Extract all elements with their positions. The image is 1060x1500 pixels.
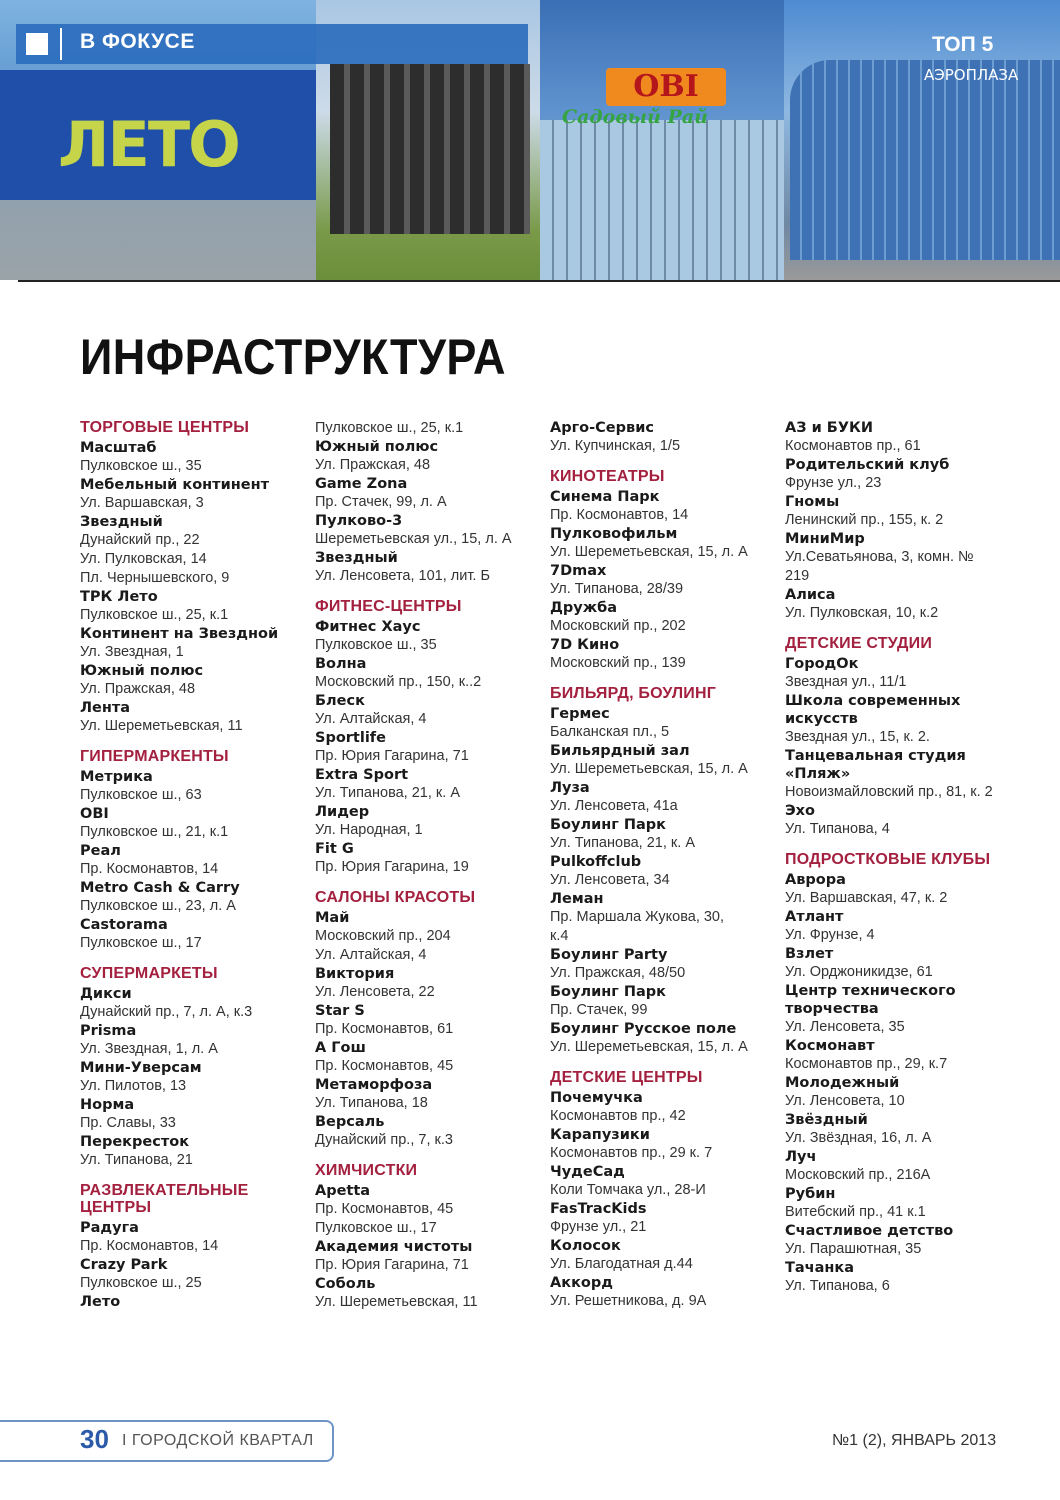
venue-name: Рубин xyxy=(785,1186,836,1202)
venue-name: OBI xyxy=(80,806,109,822)
issue-info: №1 (2), ЯНВАРЬ 2013 xyxy=(832,1432,997,1449)
venue-address: Ул. Ленсовета, 35 xyxy=(785,1019,905,1035)
column-3 xyxy=(550,419,782,1311)
section-heading: ФИТНЕС-ЦЕНТРЫ xyxy=(315,598,462,615)
list-item xyxy=(785,530,1017,586)
list-item xyxy=(80,842,312,879)
venue-address: Пр. Юрия Гагарина, 19 xyxy=(315,859,469,875)
list-item xyxy=(785,1111,1017,1148)
venue-address: Пр. Юрия Гагарина, 71 xyxy=(315,748,469,764)
list-item xyxy=(550,562,782,599)
section-heading: ГИПЕРМАРКЕНТЫ xyxy=(80,748,229,765)
venue-name: Академия чистоты xyxy=(315,1239,473,1255)
venue-name: Карапузики xyxy=(550,1127,650,1143)
venue-address: Пр. Стачек, 99 xyxy=(550,1002,648,1018)
venue-address: Витебский пр., 41 к.1 xyxy=(785,1204,926,1220)
venue-name: Волна xyxy=(315,656,367,672)
venue-name: Масштаб xyxy=(80,440,157,456)
photo-obi-store: OBI Садовый Рай xyxy=(540,0,784,280)
venue-address: Ул. Орджоникидзе, 61 xyxy=(785,964,933,980)
section-heading: ХИМЧИСТКИ xyxy=(315,1162,418,1179)
list-item xyxy=(80,1293,312,1311)
venue-name: Звездный xyxy=(80,514,163,530)
venue-address: Ул. Типанова, 28/39 xyxy=(550,581,684,597)
venue-address: Московский пр., 204 Ул. Алтайская, 4 xyxy=(315,928,451,963)
venue-name: Алиса xyxy=(785,587,836,603)
page-number: 30 xyxy=(80,1424,109,1454)
venue-name: Южный полюс xyxy=(80,663,204,679)
section-heading: ПОДРОСТКОВЫЕ КЛУБЫ xyxy=(785,851,991,868)
venue-name: Версаль xyxy=(315,1114,385,1130)
list-item xyxy=(315,618,547,655)
venue-address: Ленинский пр., 155, к. 2 xyxy=(785,512,944,528)
list-item xyxy=(785,1222,1017,1259)
venue-name: Южный полюс xyxy=(315,439,439,455)
venue-name: Пулково-3 xyxy=(315,513,403,529)
list-item xyxy=(315,1113,547,1150)
venue-address: Ул. Решетникова, д. 9А xyxy=(550,1293,707,1309)
list-item xyxy=(80,476,312,513)
list-item xyxy=(785,982,1017,1037)
photo-aeroplaza: АЭРОПЛАЗА xyxy=(784,0,1060,280)
header-rule xyxy=(18,280,1060,282)
venue-address: Ул. Алтайская, 4 xyxy=(315,711,427,727)
list-item xyxy=(550,742,782,779)
venue-address: Звездная ул., 11/1 xyxy=(785,674,907,690)
list-item xyxy=(315,438,547,475)
venue-address: Ул. Звездная, 1, л. А xyxy=(80,1041,218,1057)
list-item xyxy=(785,655,1017,692)
venue-name: Метрика xyxy=(80,769,153,785)
venue-name: Школа современных искусств xyxy=(785,693,961,727)
venue-address: Пр. Маршала Жукова, 30, к.4 xyxy=(550,909,725,944)
venue-name: Виктория xyxy=(315,966,395,982)
venue-address: Пр. Космонавтов, 14 xyxy=(80,861,219,877)
list-item xyxy=(80,513,312,588)
list-item xyxy=(550,890,782,946)
list-item xyxy=(80,662,312,699)
venue-name: Звёздный xyxy=(785,1112,868,1128)
magazine-name: I ГОРОДСКОЙ КВАРТАЛ xyxy=(122,1432,314,1449)
venue-name: Мини-Уверсам xyxy=(80,1060,202,1076)
list-item xyxy=(785,747,1017,802)
section-label: В ФОКУСЕ xyxy=(80,30,195,53)
section-heading: КИНОТЕАТРЫ xyxy=(550,468,665,485)
list-item xyxy=(550,946,782,983)
venue-name: А Гош xyxy=(315,1040,366,1056)
venue-address: Ул. Типанова, 18 xyxy=(315,1095,428,1111)
venue-address: Ул. Народная, 1 xyxy=(315,822,423,838)
list-item xyxy=(80,768,312,805)
venue-address: Московский пр., 139 xyxy=(550,655,686,671)
venue-address: Звездная ул., 15, к. 2. xyxy=(785,729,930,745)
venue-name: Перекресток xyxy=(80,1134,190,1150)
venue-address: Новоизмайловский пр., 81, к. 2 xyxy=(785,784,993,800)
venue-name: Счастливое детство xyxy=(785,1223,954,1239)
list-item xyxy=(80,1096,312,1133)
list-item xyxy=(315,766,547,803)
venue-name: ТРК Лето xyxy=(80,589,158,605)
venue-address: Пулковское ш., 35 xyxy=(315,637,437,653)
venue-name: Родительский клуб xyxy=(785,457,950,473)
list-item xyxy=(315,1002,547,1039)
venue-name: Арго-Сервис xyxy=(550,420,654,436)
venue-address: Ул. Звездная, 1 xyxy=(80,644,184,660)
venue-name: ГородОк xyxy=(785,656,859,672)
venue-name: Метаморфоза xyxy=(315,1077,433,1093)
venue-address: Московский пр., 150, к..2 xyxy=(315,674,482,690)
venue-name: Почемучка xyxy=(550,1090,643,1106)
venue-address: Пулковское ш., 25, к.1 xyxy=(80,607,229,623)
venue-name: Metro Cash & Carry xyxy=(80,880,240,896)
list-item xyxy=(80,1219,312,1256)
venue-address: Ул. Варшавская, 3 xyxy=(80,495,204,511)
list-item xyxy=(315,1182,547,1238)
list-item xyxy=(550,636,782,673)
list-item xyxy=(315,1238,547,1275)
venue-name: Crazy Park xyxy=(80,1257,168,1273)
venue-address: Московский пр., 202 xyxy=(550,618,686,634)
venue-address: Ул. Шереметьевская, 15, л. А xyxy=(550,544,748,560)
venue-name: Леман xyxy=(550,891,604,907)
venue-name: Дружба xyxy=(550,600,618,616)
list-item xyxy=(785,692,1017,747)
venue-address: Ул. Пулковская, 10, к.2 xyxy=(785,605,939,621)
venue-name: Май xyxy=(315,910,350,926)
venue-name: Континент на Звездной xyxy=(80,626,279,642)
list-item xyxy=(315,655,547,692)
venue-name: Луза xyxy=(550,780,590,796)
list-item xyxy=(550,853,782,890)
venue-address: Пулковское ш., 63 xyxy=(80,787,202,803)
list-item xyxy=(785,1037,1017,1074)
venue-name: Звездный xyxy=(315,550,398,566)
venue-address: Пр. Космонавтов, 14 xyxy=(550,507,689,523)
section-heading: БИЛЬЯРД, БОУЛИНГ xyxy=(550,685,717,702)
list-item xyxy=(315,419,547,438)
list-item xyxy=(785,871,1017,908)
venue-address: Ул. Пилотов, 13 xyxy=(80,1078,187,1094)
venue-name: Star S xyxy=(315,1003,365,1019)
list-item xyxy=(550,1274,782,1311)
venue-name: FasTracKids xyxy=(550,1201,647,1217)
venue-address: Космонавтов пр., 61 xyxy=(785,438,921,454)
venue-address: Фрунзе ул., 21 xyxy=(550,1219,647,1235)
venue-name: Боулинг Party xyxy=(550,947,668,963)
list-item xyxy=(785,802,1017,839)
list-item xyxy=(550,1126,782,1163)
venue-address: Ул. Ленсовета, 101, лит. Б xyxy=(315,568,490,584)
section-banner xyxy=(16,24,528,64)
venue-address: Пр. Стачек, 99, л. А xyxy=(315,494,447,510)
venue-name: Боулинг Парк xyxy=(550,984,667,1000)
venue-name: Apetta xyxy=(315,1183,371,1199)
column-2 xyxy=(315,419,547,1312)
list-item xyxy=(315,729,547,766)
venue-name: Взлет xyxy=(785,946,834,962)
list-item xyxy=(785,1148,1017,1185)
list-item xyxy=(785,945,1017,982)
venue-name: АЗ и БУКИ xyxy=(785,420,873,436)
list-item xyxy=(80,879,312,916)
venue-address: Ул. Пражская, 48 xyxy=(315,457,431,473)
list-item xyxy=(315,1275,547,1312)
list-item xyxy=(80,1133,312,1170)
venue-name: Гномы xyxy=(785,494,840,510)
venue-name: Prisma xyxy=(80,1023,137,1039)
venue-address: Ул.Севатьянова, 3, комн. № 219 xyxy=(785,549,974,584)
venue-name: Extra Sport xyxy=(315,767,409,783)
list-item xyxy=(550,1237,782,1274)
photo-leto-mall: ЛЕТО xyxy=(0,0,316,280)
venue-address: Коли Томчака ул., 28-И xyxy=(550,1182,706,1198)
list-item xyxy=(80,439,312,476)
venue-name: 7Dmax xyxy=(550,563,607,579)
list-item xyxy=(550,525,782,562)
square-icon xyxy=(26,33,48,55)
venue-name: Фитнес Хаус xyxy=(315,619,421,635)
column-4 xyxy=(785,419,1017,1296)
venue-name: Мебельный континент xyxy=(80,477,270,493)
list-item xyxy=(315,512,547,549)
list-item xyxy=(785,586,1017,623)
venue-address: Ул. Фрунзе, 4 xyxy=(785,927,875,943)
venue-address: Ул. Шереметьевская, 11 xyxy=(80,718,243,734)
venue-name: Sportlife xyxy=(315,730,386,746)
venue-name: Блеск xyxy=(315,693,365,709)
venue-name: Танцевальная студия «Пляж» xyxy=(785,748,966,782)
venue-name: Боулинг Парк xyxy=(550,817,667,833)
list-item xyxy=(550,705,782,742)
list-item xyxy=(550,983,782,1020)
list-item xyxy=(315,803,547,840)
venue-name: Бильярдный зал xyxy=(550,743,690,759)
venue-address: Ул. Ленсовета, 22 xyxy=(315,984,435,1000)
venue-address: Ул. Пражская, 48 xyxy=(80,681,196,697)
venue-address: Шереметьевская ул., 15, л. А xyxy=(315,531,512,547)
venue-address: Пулковское ш., 25 xyxy=(80,1275,202,1291)
list-item xyxy=(550,779,782,816)
venue-name: Гермес xyxy=(550,706,610,722)
venue-address: Пулковское ш., 23, л. А xyxy=(80,898,236,914)
list-item xyxy=(80,1022,312,1059)
venue-name: Синема Парк xyxy=(550,489,660,505)
venue-name: Game Zona xyxy=(315,476,408,492)
venue-name: Пулковофильм xyxy=(550,526,678,542)
section-heading: СУПЕРМАРКЕТЫ xyxy=(80,965,218,982)
venue-name: Атлант xyxy=(785,909,844,925)
venue-name: Космонавт xyxy=(785,1038,875,1054)
list-item xyxy=(80,1059,312,1096)
venue-address: Пр. Космонавтов, 45 Пулковское ш., 17 xyxy=(315,1201,454,1236)
list-item xyxy=(785,1259,1017,1296)
header-photo-strip xyxy=(0,0,1060,280)
venue-name: Реал xyxy=(80,843,121,859)
list-item xyxy=(80,805,312,842)
page-title: ИНФРАСТРУКТУРА xyxy=(80,329,506,385)
divider xyxy=(60,28,62,60)
list-item xyxy=(550,1163,782,1200)
venue-address: Пр. Юрия Гагарина, 71 xyxy=(315,1257,469,1273)
venue-name: Молодежный xyxy=(785,1075,900,1091)
venue-address: Космонавтов пр., 29, к.7 xyxy=(785,1056,948,1072)
venue-address: Ул. Шереметьевская, 15, л. А xyxy=(550,1039,748,1055)
list-item xyxy=(315,692,547,729)
venue-name: Норма xyxy=(80,1097,135,1113)
venue-address: Ул. Варшавская, 47, к. 2 xyxy=(785,890,948,906)
venue-address: Ул. Звёздная, 16, л. А xyxy=(785,1130,932,1146)
list-item xyxy=(785,1185,1017,1222)
venue-address: Ул. Шереметьевская, 11 xyxy=(315,1294,478,1310)
list-item xyxy=(80,699,312,736)
venue-address: Пулковское ш., 17 xyxy=(80,935,202,951)
venue-name: Лидер xyxy=(315,804,370,820)
list-item xyxy=(315,965,547,1002)
venue-address: Пр. Космонавтов, 14 xyxy=(80,1238,219,1254)
venue-name: Колосок xyxy=(550,1238,621,1254)
list-item xyxy=(315,909,547,965)
venue-address: Ул. Ленсовета, 34 xyxy=(550,872,670,888)
section-heading: ТОРГОВЫЕ ЦЕНТРЫ xyxy=(80,419,250,436)
venue-address: Пулковское ш., 35 xyxy=(80,458,202,474)
venue-address: Ул. Типанова, 21, к. А xyxy=(315,785,460,801)
list-item xyxy=(315,549,547,586)
list-item xyxy=(785,493,1017,530)
venue-address: Ул. Шереметьевская, 15, л. А xyxy=(550,761,748,777)
venue-name: Дикси xyxy=(80,986,132,1002)
venue-name: Боулинг Русское поле xyxy=(550,1021,737,1037)
list-item xyxy=(785,1074,1017,1111)
venue-name: Аккорд xyxy=(550,1275,613,1291)
list-item xyxy=(315,475,547,512)
venue-name: Лента xyxy=(80,700,131,716)
venue-name: ЧудеСад xyxy=(550,1164,625,1180)
venue-name: Центр технического творчества xyxy=(785,983,956,1017)
list-item xyxy=(80,916,312,953)
list-item xyxy=(785,419,1017,456)
venue-name: 7D Кино xyxy=(550,637,620,653)
venue-address: Ул. Типанова, 4 xyxy=(785,821,890,837)
venue-name: Соболь xyxy=(315,1276,376,1292)
venue-name: Castorama xyxy=(80,917,168,933)
venue-name: Аврора xyxy=(785,872,846,888)
venue-address: Пр. Космонавтов, 61 xyxy=(315,1021,454,1037)
list-item xyxy=(315,1039,547,1076)
section-heading: САЛОНЫ КРАСОТЫ xyxy=(315,889,476,906)
venue-name: Эхо xyxy=(785,803,815,819)
venue-address: Ул. Парашютная, 35 xyxy=(785,1241,922,1257)
venue-address: Ул. Типанова, 6 xyxy=(785,1278,890,1294)
list-item xyxy=(550,599,782,636)
venue-address: Балканская пл., 5 xyxy=(550,724,670,740)
list-item xyxy=(80,985,312,1022)
venue-address: Космонавтов пр., 29 к. 7 xyxy=(550,1145,713,1161)
venue-address: Космонавтов пр., 42 xyxy=(550,1108,686,1124)
list-item xyxy=(550,816,782,853)
venue-address: Ул. Благодатная д.44 xyxy=(550,1256,693,1272)
list-item xyxy=(550,1200,782,1237)
list-item xyxy=(80,1256,312,1293)
venue-name: Лето xyxy=(80,1294,121,1310)
venue-address: Фрунзе ул., 23 xyxy=(785,475,882,491)
list-item xyxy=(315,840,547,877)
list-item xyxy=(550,1089,782,1126)
venue-address: Ул. Купчинская, 1/5 xyxy=(550,438,681,454)
list-item xyxy=(80,588,312,625)
venue-address: Ул. Типанова, 21, к. А xyxy=(550,835,695,851)
venue-address: Дунайский пр., 7, л. А, к.3 xyxy=(80,1004,253,1020)
venue-address: Дунайский пр., 7, к.3 xyxy=(315,1132,453,1148)
section-heading: ДЕТСКИЕ ЦЕНТРЫ xyxy=(550,1069,703,1086)
venue-address: Пр. Космонавтов, 45 xyxy=(315,1058,454,1074)
venue-address: Ул. Ленсовета, 10 xyxy=(785,1093,905,1109)
venue-name: Тачанка xyxy=(785,1260,855,1276)
list-item xyxy=(785,456,1017,493)
venue-address: Московский пр., 216А xyxy=(785,1167,931,1183)
section-heading: РАЗВЛЕКАТЕЛЬНЫЕ ЦЕНТРЫ xyxy=(80,1182,249,1216)
venue-address: Пр. Славы, 33 xyxy=(80,1115,176,1131)
venue-address: Пулковское ш., 25, к.1 xyxy=(315,420,464,436)
venue-address: Дунайский пр., 22 Ул. Пулковская, 14 Пл. Чернышевского, 9 xyxy=(80,532,230,586)
section-heading: ДЕТСКИЕ СТУДИИ xyxy=(785,635,933,652)
venue-address: Ул. Пражская, 48/50 xyxy=(550,965,686,981)
list-item xyxy=(550,488,782,525)
venue-name: Fit G xyxy=(315,841,354,857)
list-item xyxy=(785,908,1017,945)
venue-name: Луч xyxy=(785,1149,817,1165)
list-item xyxy=(315,1076,547,1113)
top5-badge: ТОП 5 xyxy=(932,33,994,56)
list-item xyxy=(550,419,782,456)
venue-address: Ул. Типанова, 21 xyxy=(80,1152,193,1168)
column-1 xyxy=(80,419,312,1311)
venue-name: Pulkoffclub xyxy=(550,854,642,870)
venue-address: Ул. Ленсовета, 41а xyxy=(550,798,678,814)
list-item xyxy=(80,625,312,662)
venue-name: Радуга xyxy=(80,1220,139,1236)
list-item xyxy=(550,1020,782,1057)
venue-name: МиниМир xyxy=(785,531,865,547)
venue-address: Пулковское ш., 21, к.1 xyxy=(80,824,229,840)
